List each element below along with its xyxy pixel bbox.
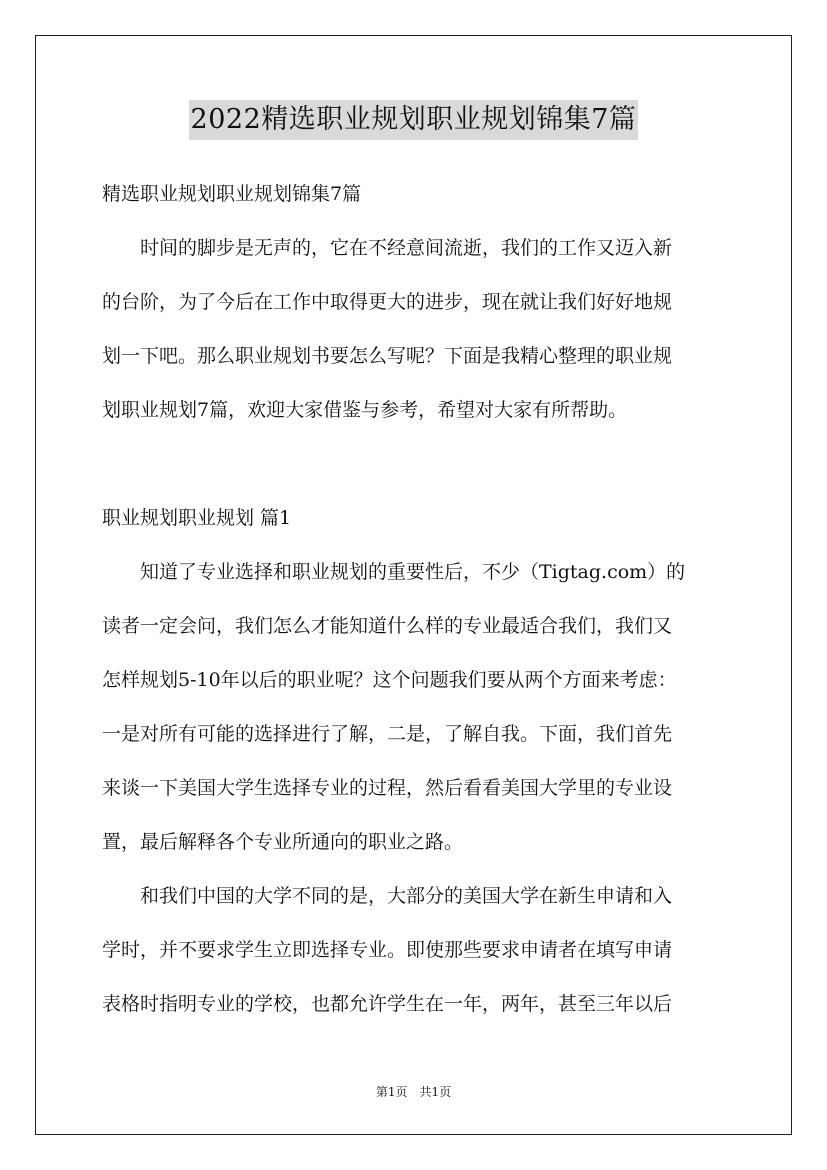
intro-line-1: 时间的脚步是无声的，它在不经意间流逝，我们的工作又迈入新 [102, 237, 673, 259]
intro-line-3: 划一下吧。那么职业规划书要怎么写呢？下面是我精心整理的职业规 [102, 345, 673, 367]
intro-line-4: 划职业规划7篇，欢迎大家借鉴与参考，希望对大家有所帮助。 [102, 399, 628, 421]
paragraph1-line-3: 怎样规划5-10年以后的职业呢？这个问题我们要从两个方面来考虑： [102, 669, 677, 691]
paragraph1-line-1: 知道了专业选择和职业规划的重要性后，不少（Tigtag.com）的 [102, 561, 686, 583]
paragraph1-line-2: 读者一定会问，我们怎么才能知道什么样的专业最适合我们，我们又 [102, 615, 673, 637]
paragraph1-line-6: 置，最后解释各个专业所通向的职业之路。 [102, 831, 464, 853]
paragraph2-line-2: 学时，并不要求学生立即选择专业。即使那些要求申请者在填写申请 [102, 939, 673, 961]
page-footer: 第1页 共1页 [375, 1085, 452, 1099]
paragraph2-line-1: 和我们中国的大学不同的是，大部分的美国大学在新生申请和入 [102, 885, 673, 907]
document-subtitle: 精选职业规划职业规划锦集7篇 [102, 183, 362, 205]
intro-line-2: 的台阶，为了今后在工作中取得更大的进步，现在就让我们好好地规 [102, 291, 673, 313]
paragraph1-line-4: 一是对所有可能的选择进行了解，二是，了解自我。下面，我们首先 [102, 723, 673, 745]
document-title: 2022精选职业规划职业规划锦集7篇 [189, 100, 639, 140]
paragraph1-line-5: 来谈一下美国大学生选择专业的过程，然后看看美国大学里的专业设 [102, 777, 673, 799]
title-wrap [0, 100, 827, 140]
section-heading: 职业规划职业规划 篇1 [102, 507, 292, 529]
paragraph2-line-3: 表格时指明专业的学校，也都允许学生在一年，两年，甚至三年以后 [102, 993, 673, 1015]
